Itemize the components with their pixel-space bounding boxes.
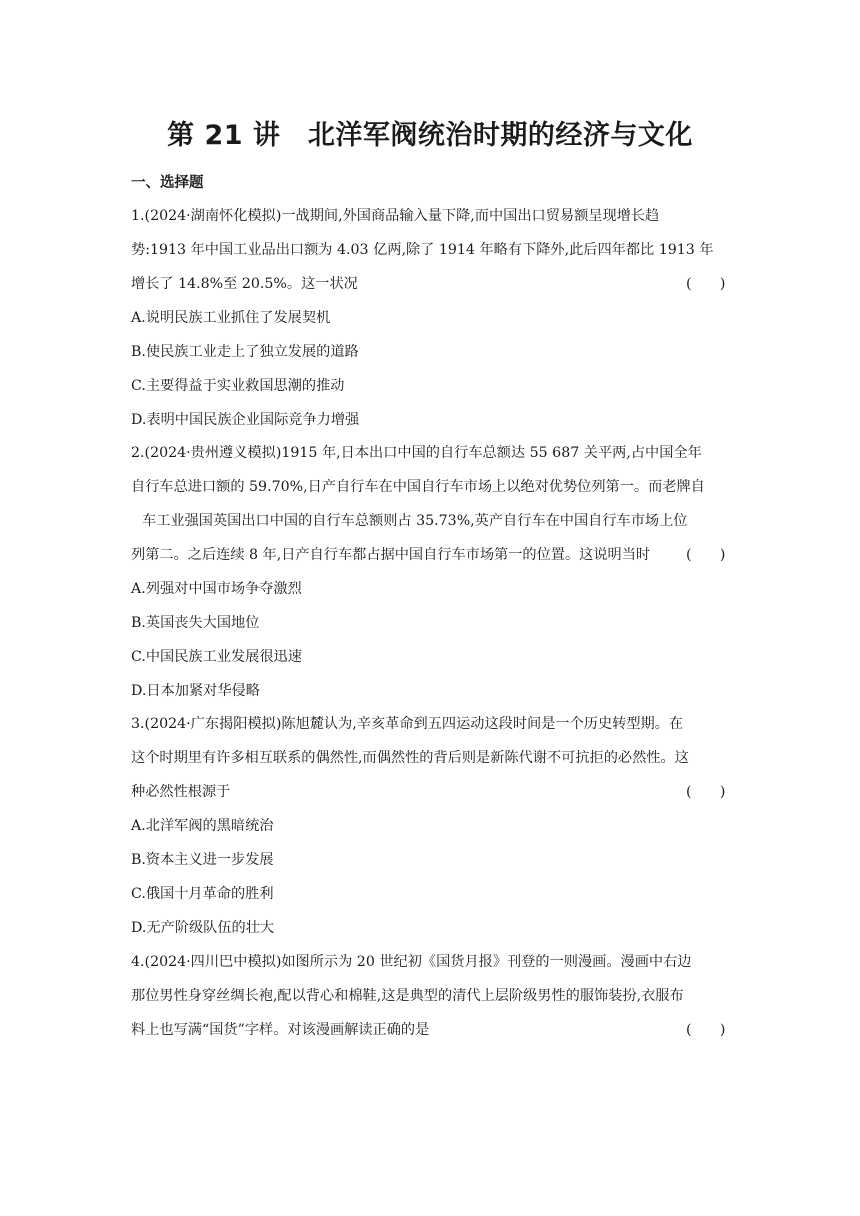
question-3-option-a: A.北洋军阀的黑暗统治 — [131, 818, 274, 834]
question-3-line-3: 种必然性根源于 — [131, 784, 231, 800]
question-2-line-1: 2.(2024·贵州遵义模拟)1915 年,日本出口中国的自行车总额达 55 687 关平两,占中国全年 — [131, 445, 702, 461]
question-2-option-c: C.中国民族工业发展很迅速 — [131, 649, 302, 665]
question-2-option-b: B.英国丧失大国地位 — [131, 615, 260, 631]
question-3-line-1: 3.(2024·广东揭阳模拟)陈旭麓认为,辛亥革命到五四运动这段时间是一个历史转型期。在 — [131, 716, 684, 732]
question-1-answer-blank: ( ) — [686, 276, 726, 292]
question-3-option-b: B.资本主义进一步发展 — [131, 852, 274, 868]
question-2-option-a: A.列强对中国市场争夺激烈 — [131, 581, 302, 597]
question-3-line-2: 这个时期里有许多相互联系的偶然性,而偶然性的背后则是新陈代谢不可抗拒的必然性。这 — [131, 750, 689, 766]
question-3-answer-blank: ( ) — [686, 784, 726, 800]
question-2-line-2: 自行车总进口额的 59.70%,日产自行车在中国自行车市场上以绝对优势位列第一。而老牌自 — [131, 479, 705, 495]
question-4-line-1: 4.(2024·四川巴中模拟)如图所示为 20 世纪初《国货月报》刊登的一则漫画。漫画中右边 — [131, 954, 692, 970]
question-4-line-2: 那位男性身穿丝绸长袍,配以背心和棉鞋,这是典型的清代上层阶级男性的服饰装扮,衣服布 — [131, 988, 684, 1004]
question-2-line-4: 列第二。之后连续 8 年,日产自行车都占据中国自行车市场第一的位置。这说明当时 — [131, 547, 651, 563]
question-1-line-1: 1.(2024·湖南怀化模拟)一战期间,外国商品输入量下降,而中国出口贸易额呈现增长趋 — [131, 208, 660, 224]
question-3-option-d: D.无产阶级队伍的壮大 — [131, 920, 275, 936]
question-1-option-c: C.主要得益于实业救国思潮的推动 — [131, 378, 345, 394]
page-title: 第 21 讲 北洋军阀统治时期的经济与文化 — [167, 120, 693, 151]
question-1-option-d: D.表明中国民族企业国际竞争力增强 — [131, 412, 360, 428]
question-1-line-3: 增长了 14.8%至 20.5%。这一状况 — [131, 276, 358, 292]
question-3-option-c: C.俄国十月革命的胜利 — [131, 886, 274, 902]
section-heading: 一、选择题 — [131, 175, 204, 191]
question-4-line-3: 料上也写满“国货”字样。对该漫画解读正确的是 — [131, 1022, 430, 1038]
question-1-option-b: B.使民族工业走上了独立发展的道路 — [131, 344, 359, 360]
question-2-option-d: D.日本加紧对华侵略 — [131, 683, 260, 699]
question-4-answer-blank: ( ) — [686, 1022, 726, 1038]
question-2-answer-blank: ( ) — [686, 547, 726, 563]
question-2-line-3: 车工业强国英国出口中国的自行车总额则占 35.73%,英产自行车在中国自行车市场上位 — [142, 513, 688, 529]
question-1-line-2: 势:1913 年中国工业品出口额为 4.03 亿两,除了 1914 年略有下降外,此后四年都比 1913 年 — [131, 242, 714, 258]
question-1-option-a: A.说明民族工业抓住了发展契机 — [131, 310, 331, 326]
